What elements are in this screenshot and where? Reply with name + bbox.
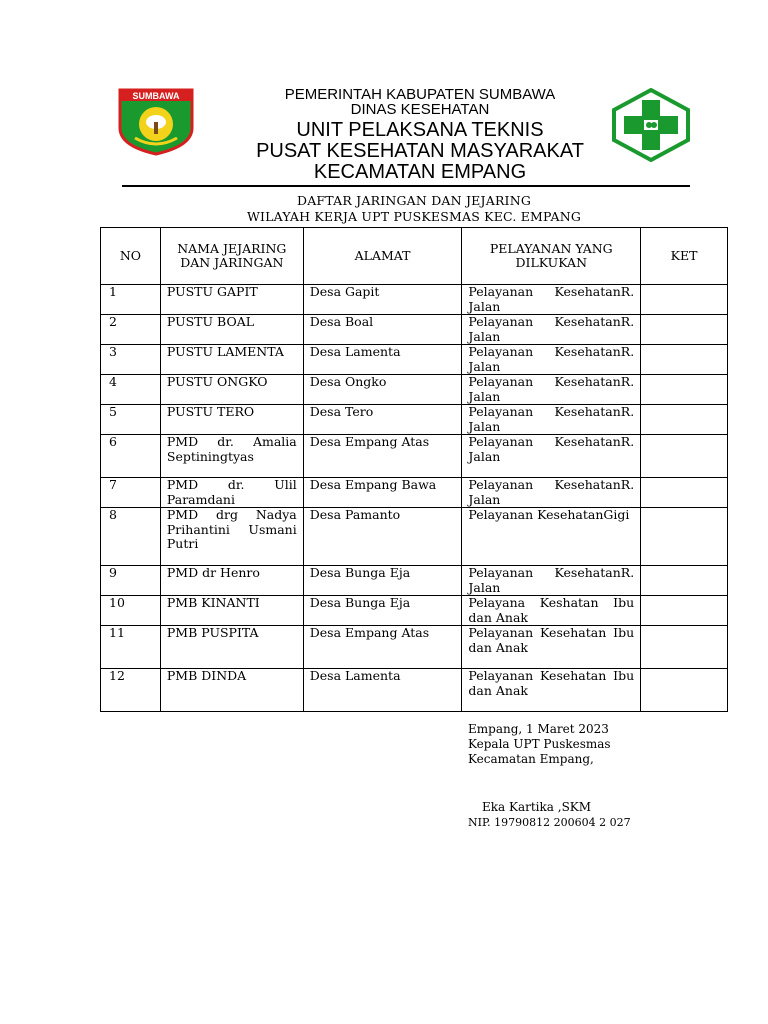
cell-no: 6 <box>101 435 161 478</box>
signature-place-date: Empang, 1 Maret 2023 <box>468 722 609 736</box>
cell-pelayanan: Pelayanan KesehatanGigi <box>462 508 641 566</box>
cell-nama: PMD dr Henro <box>160 566 303 596</box>
cell-no: 5 <box>101 405 161 435</box>
cell-ket <box>641 315 728 345</box>
table-row <box>101 405 728 435</box>
cell-pelayanan: Pelayanan KesehatanR. Jalan <box>462 478 641 508</box>
cell-ket <box>641 566 728 596</box>
table-row <box>101 596 728 626</box>
cell-ket <box>641 405 728 435</box>
cell-alamat: Desa Bunga Eja <box>303 596 462 626</box>
header-puskesmas: PUSAT KESEHATAN MASYARAKAT <box>256 140 584 162</box>
cell-no: 2 <box>101 315 161 345</box>
cell-nama: PUSTU BOAL <box>160 315 303 345</box>
cell-no: 4 <box>101 375 161 405</box>
document-subtitle: WILAYAH KERJA UPT PUSKESMAS KEC. EMPANG <box>246 209 582 224</box>
cell-nama: PMD drg Nadya Prihantini Usmani Putri <box>160 508 303 566</box>
table-row <box>101 626 728 669</box>
cell-ket <box>641 345 728 375</box>
cell-nama: PUSTU LAMENTA <box>160 345 303 375</box>
header-government: PEMERINTAH KABUPATEN SUMBAWA <box>284 86 556 103</box>
sumbawa-emblem-logo <box>117 88 195 156</box>
header-no: NO <box>101 228 161 285</box>
cell-no: 10 <box>101 596 161 626</box>
cell-no: 3 <box>101 345 161 375</box>
emblem-text: SUMBAWA <box>132 91 180 101</box>
cell-nama: PUSTU GAPIT <box>160 285 303 315</box>
cell-ket <box>641 508 728 566</box>
cell-pelayanan: Pelayanan KesehatanR. Jalan <box>462 435 641 478</box>
cell-ket <box>641 285 728 315</box>
table-row <box>101 508 728 566</box>
table-header-row <box>101 228 728 285</box>
header-ket: KET <box>641 228 728 285</box>
table-row <box>101 315 728 345</box>
cell-alamat: Desa Empang Atas <box>303 435 462 478</box>
cell-alamat: Desa Empang Atas <box>303 626 462 669</box>
header-district: KECAMATAN EMPANG <box>313 161 527 183</box>
cell-pelayanan: Pelayana Keshatan Ibu dan Anak <box>462 596 641 626</box>
cell-no: 7 <box>101 478 161 508</box>
cell-no: 8 <box>101 508 161 566</box>
cell-pelayanan: Pelayanan KesehatanR. Jalan <box>462 315 641 345</box>
table-row <box>101 435 728 478</box>
signature-block <box>468 722 611 767</box>
header-unit: UNIT PELAKSANA TEKNIS <box>296 119 544 141</box>
cell-pelayanan: Pelayanan KesehatanR. Jalan <box>462 345 641 375</box>
cell-nama: PMD dr. Ulil Paramdani <box>160 478 303 508</box>
cell-no: 9 <box>101 566 161 596</box>
signatory-name: Eka Kartika ,SKM <box>482 800 592 814</box>
cell-nama: PMB KINANTI <box>160 596 303 626</box>
cell-nama: PMD dr. Amalia Septiningtyas <box>160 435 303 478</box>
cell-ket <box>641 669 728 712</box>
document-title: DAFTAR JARINGAN DAN JEJARING <box>296 193 532 208</box>
header-divider <box>122 185 690 187</box>
cell-pelayanan: Pelayanan Kesehatan Ibu dan Anak <box>462 626 641 669</box>
signature-position-1: Kepala UPT Puskesmas <box>468 737 611 751</box>
header-nama: NAMA JEJARING DAN JARINGAN <box>160 228 303 285</box>
cell-nama: PUSTU TERO <box>160 405 303 435</box>
cell-ket <box>641 626 728 669</box>
cell-alamat: Desa Boal <box>303 315 462 345</box>
cell-alamat: Desa Empang Bawa <box>303 478 462 508</box>
table-row <box>101 285 728 315</box>
cell-alamat: Desa Lamenta <box>303 669 462 712</box>
cell-alamat: Desa Lamenta <box>303 345 462 375</box>
cell-pelayanan: Pelayanan KesehatanR. Jalan <box>462 405 641 435</box>
cell-ket <box>641 375 728 405</box>
network-table <box>100 227 728 712</box>
table-row <box>101 669 728 712</box>
header-alamat: ALAMAT <box>303 228 462 285</box>
cell-pelayanan: Pelayanan KesehatanR. Jalan <box>462 285 641 315</box>
cell-ket <box>641 478 728 508</box>
cell-no: 1 <box>101 285 161 315</box>
cell-nama: PUSTU ONGKO <box>160 375 303 405</box>
cell-alamat: Desa Gapit <box>303 285 462 315</box>
cell-pelayanan: Pelayanan KesehatanR. Jalan <box>462 375 641 405</box>
cell-no: 11 <box>101 626 161 669</box>
cell-alamat: Desa Bunga Eja <box>303 566 462 596</box>
cell-nama: PMB DINDA <box>160 669 303 712</box>
table-row <box>101 345 728 375</box>
cell-alamat: Desa Pamanto <box>303 508 462 566</box>
cell-ket <box>641 596 728 626</box>
header-department: DINAS KESEHATAN <box>350 101 490 118</box>
table-row <box>101 375 728 405</box>
table-row <box>101 566 728 596</box>
cell-no: 12 <box>101 669 161 712</box>
cell-alamat: Desa Tero <box>303 405 462 435</box>
cell-pelayanan: Pelayanan KesehatanR. Jalan <box>462 566 641 596</box>
cell-pelayanan: Pelayanan Kesehatan Ibu dan Anak <box>462 669 641 712</box>
cell-nama: PMB PUSPITA <box>160 626 303 669</box>
signatory-nip: NIP. 19790812 200604 2 027 <box>468 816 631 829</box>
cell-alamat: Desa Ongko <box>303 375 462 405</box>
signature-position-2: Kecamatan Empang, <box>468 752 594 766</box>
table-row <box>101 478 728 508</box>
cell-ket <box>641 435 728 478</box>
header-pelayanan: PELAYANAN YANG DILKUKAN <box>462 228 641 285</box>
